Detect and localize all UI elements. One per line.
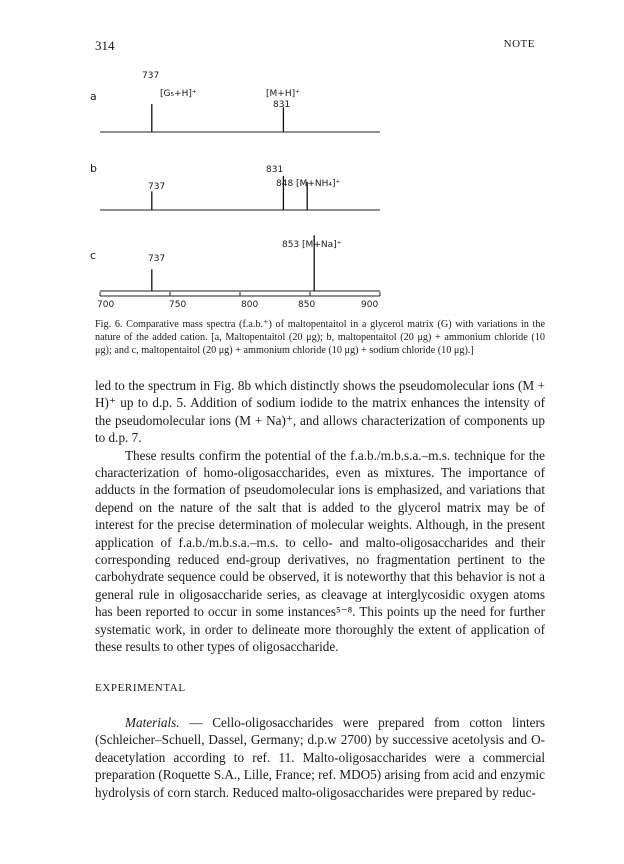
paragraph-materials bbox=[95, 714, 545, 801]
annotation-b-mnh4: 848 [M+NH₄]⁺ bbox=[276, 179, 341, 189]
tick-label-900: 900 bbox=[361, 300, 379, 310]
section-heading-experimental: EXPERIMENTAL bbox=[95, 682, 186, 694]
annotation-c-mna: 853 [M+Na]⁺ bbox=[282, 240, 342, 250]
materials-lead: Materials. bbox=[125, 715, 180, 730]
materials-body: — Cello-oligosaccharides were prepared from cotton linters (Schleicher–Schuell, Dassel, Germany; d.p.w 2700) by successive acetolysis and O-deacetylation according to ref. 11. Malto-oligosaccharides were a commercial preparation (Roquette S.A., Lille, France; ref. MDO5) arising from acid and enzymic hydrolysis of corn starch. Reduced malto-oligosaccharides were prepared by reduc- bbox=[95, 715, 545, 800]
panel-letter-b: b bbox=[90, 162, 97, 175]
page-number: 314 bbox=[95, 38, 115, 53]
peak-label-b-737: 737 bbox=[148, 182, 166, 192]
body-text bbox=[95, 377, 545, 656]
tick-label-750: 750 bbox=[169, 300, 187, 310]
peak-label-a-831: 831 bbox=[273, 100, 291, 110]
materials-text bbox=[95, 714, 545, 801]
peak-label-c-737: 737 bbox=[148, 254, 166, 264]
figure-caption: Fig. 6. Comparative mass spectra (f.a.b.⁺) of maltopentaitol in a glycerol matrix (G) with variations in the nature of the added cation. [a, Maltopentaitol (20 μg); b, maltopentaitol (20 μg) + ammonium chloride (10 μg); and c, maltopentaitol (20 μg) + ammonium chloride (10 μg) + sodium chloride (10 μg).] bbox=[95, 319, 545, 356]
annotation-a-mh: [M+H]⁺ bbox=[266, 89, 300, 99]
tick-label-700: 700 bbox=[97, 300, 115, 310]
tick-label-850: 850 bbox=[298, 300, 316, 310]
paragraph-2: These results confirm the potential of the f.a.b./m.b.s.a.–m.s. technique for the characterization of homo-oligosaccharides, even as mixtures. The importance of adducts in the formation of pseudomolecular ions is emphasized, and variations that depend on the nature of the salt that is added to the glycerol matrix may be of interest for the precise determination of molecular weights. Although, in the present application of f.a.b./m.b.s.a.–m.s. to cello- and malto-oligosaccharides and their corresponding reduced end-group derivatives, no fragmentation pertinent to the carbohydrate sequence could be observed, it is noteworthy that this behavior is not a general rule in oligosaccharide series, as cleavage at interglycosidic oxygen atoms has been reported to occur in some instances⁵⁻⁸. This points up the need for further systematic work, in order to delineate more thoroughly the extent of application of these results to other types of oligosaccharide. bbox=[95, 447, 545, 655]
mass-spectra-figure bbox=[80, 60, 390, 310]
panel-letter-c: c bbox=[90, 249, 97, 262]
panel-letter-a: a bbox=[90, 90, 97, 103]
peak-label-a-737: 737 bbox=[142, 71, 160, 81]
annotation-a-g5h: [G₅+H]⁺ bbox=[160, 89, 197, 99]
tick-label-800: 800 bbox=[241, 300, 259, 310]
peak-label-b-831: 831 bbox=[266, 165, 284, 175]
running-head: NOTE bbox=[503, 38, 535, 50]
paragraph-1: led to the spectrum in Fig. 8b which distinctly shows the pseudomolecular ions (M + H)⁺ up to d.p. 5. Addition of sodium iodide to the matrix enhances the intensity of the pseudomolecular ions (M + Na)⁺, and allows characterization of components up to d.p. 7. bbox=[95, 378, 545, 446]
